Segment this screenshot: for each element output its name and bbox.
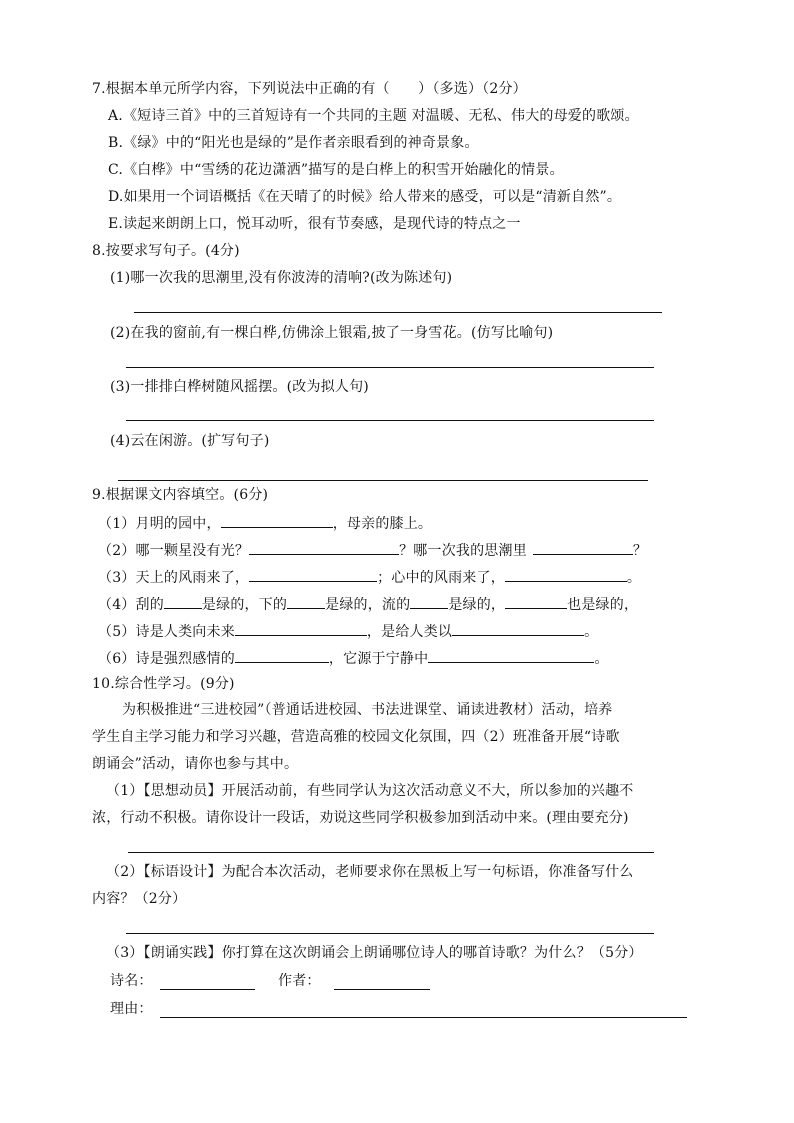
q7-option-e: E.读起来朗朗上口，悦耳动听，很有节奏感，是现代诗的特点之一 bbox=[108, 216, 521, 232]
q8-answer-line-3[interactable] bbox=[126, 420, 654, 421]
q10-part1-line-2: 浓，行动不积极。请你设计一段话，劝说这些同学积极参加到活动中来。(理由要充分) bbox=[92, 810, 629, 826]
q9-blank-2[interactable] bbox=[249, 540, 399, 555]
q9-row-4-text-e: 也是绿的， bbox=[567, 597, 639, 613]
q10-part2-line-1: （2）【标语设计】为配合本次活动，老师要求你在黑板上写一句标语，你准备写什么 bbox=[106, 864, 634, 880]
q9-row-2-text-b: ？哪一次我的思潮里 bbox=[399, 543, 527, 559]
q8-item-4: (4)云在闲游。(扩写句子) bbox=[110, 433, 270, 449]
q7-option-b: B.《绿》中的“阳光也是绿的”是作者亲眼看到的神奇景象。 bbox=[108, 135, 479, 151]
q9-row-1-text-a: （1）月明的园中， bbox=[98, 516, 221, 532]
q9-row-5-text-b: ，是给人类以 bbox=[366, 624, 453, 640]
q10-intro-line-3: 朗诵会”活动，请你也参与其中。 bbox=[92, 756, 299, 772]
q10-part3-line: （3）【朗诵实践】你打算在这次朗诵会上朗诵哪位诗人的哪首诗歌？为什么？（5分） bbox=[106, 945, 643, 961]
q9-blank-7[interactable] bbox=[287, 594, 325, 609]
q10-part1-line-1: （1）【思想动员】开展活动前，有些同学认为这次活动意义不大，所以参加的兴趣不 bbox=[106, 783, 634, 799]
q9-blank-8[interactable] bbox=[410, 594, 448, 609]
q9-row-1-text-b: ，母亲的膝上。 bbox=[332, 516, 433, 532]
q10-stem: 10.综合性学习。(9分) bbox=[92, 676, 235, 692]
author-blank[interactable] bbox=[334, 989, 430, 990]
q9-blank-6[interactable] bbox=[164, 594, 202, 609]
q9-blank-9[interactable] bbox=[505, 594, 567, 609]
q9-row-4-text-d: 是绿的， bbox=[448, 597, 506, 613]
q9-row-2-text-a: （2）哪一颗星没有光？ bbox=[98, 543, 250, 559]
q9-row-6-text-b: ，它源于宁静中 bbox=[328, 651, 429, 667]
q9-row-4-text-b: 是绿的，下的 bbox=[201, 597, 288, 613]
reason-blank[interactable] bbox=[160, 1017, 687, 1018]
q9-row-6-text-a: （6）诗是强烈感情的 bbox=[98, 651, 235, 667]
q9-blank-5[interactable] bbox=[505, 567, 627, 582]
q9-row-2 bbox=[98, 540, 647, 560]
q9-row-3-text-b: ；心中的风雨来了， bbox=[377, 570, 505, 586]
q9-row-4 bbox=[98, 594, 638, 614]
q10-intro-line-1: 为积极推进“三进校园”（普通话进校园、书法进课堂、诵读进教材）活动，培养 bbox=[122, 702, 613, 718]
q9-row-6 bbox=[98, 648, 609, 668]
q7-option-c: C.《白桦》中“雪绣的花边潇洒”描写的是白桦上的积雪开始融化的情景。 bbox=[108, 162, 564, 178]
q9-blank-1[interactable] bbox=[221, 513, 333, 528]
q9-row-2-text-c: ？ bbox=[632, 543, 648, 559]
author-label: 作者： bbox=[278, 973, 321, 989]
q9-row-3 bbox=[98, 567, 641, 587]
q9-row-3-text-a: （3）天上的风雨来了， bbox=[98, 570, 250, 586]
q10-part1-answer-line[interactable] bbox=[128, 852, 654, 853]
q9-row-4-text-c: 是绿的，流的 bbox=[325, 597, 411, 613]
q8-answer-line-4[interactable] bbox=[118, 480, 648, 481]
q9-blank-13[interactable] bbox=[428, 648, 594, 663]
q9-stem: 9.根据课文内容填空。(6分) bbox=[92, 487, 269, 503]
q10-part2-line-2: 内容？（2分） bbox=[92, 891, 187, 907]
q8-answer-line-1[interactable] bbox=[134, 312, 662, 313]
q9-row-4-text-a: （4）刮的 bbox=[98, 597, 164, 613]
q10-intro-line-2: 学生自主学习能力和学习兴趣，营造高雅的校园文化氛围，四（2）班准备开展“诗歌 bbox=[92, 729, 620, 745]
q9-row-5-text-c: 。 bbox=[584, 624, 599, 640]
q10-part2-answer-line[interactable] bbox=[126, 933, 654, 934]
q8-item-2: (2)在我的窗前,有一棵白桦,仿佛涂上银霜,披了一身雪花。(仿写比喻句) bbox=[110, 325, 554, 341]
poem-name-label: 诗名： bbox=[110, 973, 153, 989]
q9-blank-12[interactable] bbox=[235, 648, 329, 663]
q8-item-3: (3)一排排白桦树随风摇摆。(改为拟人句) bbox=[110, 379, 369, 395]
reason-label: 理由： bbox=[110, 1001, 153, 1017]
q9-blank-3[interactable] bbox=[533, 540, 633, 555]
poem-name-blank[interactable] bbox=[160, 989, 255, 990]
q9-row-3-text-c: 。 bbox=[626, 570, 642, 586]
q9-blank-4[interactable] bbox=[249, 567, 377, 582]
q9-row-1 bbox=[98, 513, 432, 533]
q7-option-d: D.如果用一个词语概括《在天晴了的时候》给人带来的感受，可以是“清新自然”。 bbox=[108, 189, 622, 205]
q8-stem: 8.按要求写句子。(4分) bbox=[92, 243, 240, 259]
q9-blank-10[interactable] bbox=[235, 621, 367, 636]
q7-stem: 7.根据本单元所学内容，下列说法中正确的有（ ）（多选）（2分） bbox=[92, 81, 527, 97]
q8-answer-line-2[interactable] bbox=[126, 367, 654, 368]
q9-row-5-text-a: （5）诗是人类向未来 bbox=[98, 624, 235, 640]
q9-row-5 bbox=[98, 621, 598, 641]
q8-item-1: (1)哪一次我的思潮里,没有你波涛的清响?(改为陈述句) bbox=[110, 270, 453, 286]
q7-option-a: A.《短诗三首》中的三首短诗有一个共同的主题 对温暖、无私、伟大的母爱的歌颂。 bbox=[108, 108, 639, 124]
q9-row-6-text-c: 。 bbox=[594, 651, 609, 667]
q9-blank-11[interactable] bbox=[452, 621, 584, 636]
